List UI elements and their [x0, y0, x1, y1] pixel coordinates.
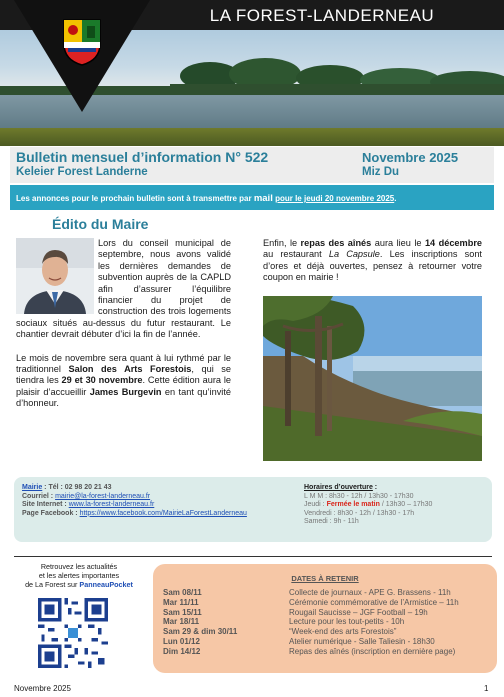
notice-text: Les annonces pour le prochain bulletin sont à transmettre par	[16, 194, 254, 203]
site-label: Site Internet :	[22, 501, 67, 509]
coat-of-arms-icon	[62, 18, 102, 66]
bulletin-month-breton: Miz Du	[362, 166, 400, 178]
courriel-label: Courriel :	[22, 492, 54, 500]
notice-end: .	[394, 194, 397, 203]
notice-mail-link[interactable]: mail	[253, 193, 273, 204]
edito-paragraph-1: Lors du conseil municipal de septembre, nous avons validé les dernières demandes de subvention auprès de la CAPLD afin d’assurer l’équilibre financier du projet de construction des trois logements sociaux situés au-dessus du futur restaurant. Le chantier devrait débuter d’ici la fin de l’année.	[16, 238, 231, 340]
hours-samedi: Samedi : 9h - 11h	[304, 518, 359, 526]
list-item: Mar 11/11 Cérémonie commémorative de l’Armistice – 11h	[163, 597, 459, 607]
dates-box	[153, 564, 497, 673]
courriel-link[interactable]: mairie@la-forest-landerneau.fr	[55, 492, 151, 500]
title-band	[10, 147, 494, 183]
footer-month: Novembre 2025	[14, 684, 71, 693]
opening-hours: Horaires d’ouverture : L M M : 8h30 - 12h / 13h30 - 17h30 Jeudi : Fermée le matin / 13h30 – 17h30 Vendredi : 8h30 - 12h / 13h30 - 17h Samedi : 9h - 11h	[304, 484, 484, 527]
page-number: 1	[484, 684, 489, 693]
header-banner	[0, 0, 504, 146]
hours-lmm: L M M : 8h30 - 12h / 13h30 - 17h30	[304, 492, 414, 500]
notice-deadline: pour le jeudi 20 novembre 2025	[275, 194, 395, 203]
contact-details	[22, 484, 302, 518]
hours-title: Horaires d’ouverture	[304, 484, 373, 491]
edito-title: Édito du Maire	[52, 216, 149, 232]
hours-jeudi: Jeudi : Fermée le matin / 13h30 – 17h30	[304, 501, 433, 509]
notice-banner	[10, 185, 494, 210]
list-item: Lun 01/12 Atelier numérique - Salle Taliesin - 18h30	[163, 636, 435, 646]
site-title: LA FOREST-LANDERNEAU	[209, 6, 435, 25]
list-item: Sam 08/11 Collecte de journaux - APE G. Brassens - 11h	[163, 588, 451, 597]
bulletin-title: Bulletin mensuel d’information N° 522	[16, 149, 269, 165]
facebook-link[interactable]: https://www.facebook.com/MairieLaForestLanderneau	[79, 509, 247, 517]
edito-paragraph-2: Le mois de novembre sera quant à lui rythmé par le traditionnel Salon des Arts Forestois, qui se tiendra les 29 et 30 novembre. Cette édition aura le plaisir d’accueillir James Burgevin en tant qu’invité d’honneur.	[16, 352, 232, 409]
section-divider	[14, 556, 492, 557]
site-link[interactable]: www.la-forest-landerneau.fr	[68, 501, 155, 509]
dates-title: DATES À RETENIR	[291, 574, 359, 583]
list-item: Dim 14/12 Repas des aînés (inscription en dernière page)	[163, 646, 456, 656]
list-item: Sam 15/11 Rougail Saucisse – JGF Football – 19h	[163, 607, 428, 617]
contact-box	[14, 477, 492, 542]
list-item: Sam 29 & dim 30/11 “Week-end des arts Forestois”	[163, 627, 397, 637]
edito-left-column	[16, 238, 231, 421]
mairie-link[interactable]: Mairie	[22, 484, 43, 491]
facebook-label: Page Facebook :	[22, 509, 78, 517]
bulletin-subtitle: Keleier Forest Landerne	[16, 166, 148, 178]
riverside-photo	[263, 296, 482, 461]
hours-vendredi: Vendredi : 8h30 - 12h / 13h30 - 17h	[304, 509, 415, 517]
app-promo-text: Retrouvez les actualités et les alertes importantes de La Forest sur PanneauPocket	[25, 562, 133, 589]
app-name: PanneauPocket	[79, 580, 133, 589]
mairie-phone: : Tél : 02 98 20 21 43	[42, 484, 112, 491]
header-photo-grass	[0, 128, 504, 146]
list-item: Mar 18/11 Lecture pour les tout-petits - 10h	[163, 617, 405, 627]
edito-paragraph-3: Enfin, le repas des aînés aura lieu le 14 décembre au restaurant La Capsule. Les inscriptions sont d’ores et déjà ouvertes, pensez à retourner votre coupon en mairie !	[263, 238, 483, 283]
edito-right-column	[263, 238, 482, 284]
qr-code-icon[interactable]	[38, 598, 108, 668]
bulletin-month: Novembre 2025	[362, 150, 459, 165]
dates-list	[163, 588, 493, 657]
